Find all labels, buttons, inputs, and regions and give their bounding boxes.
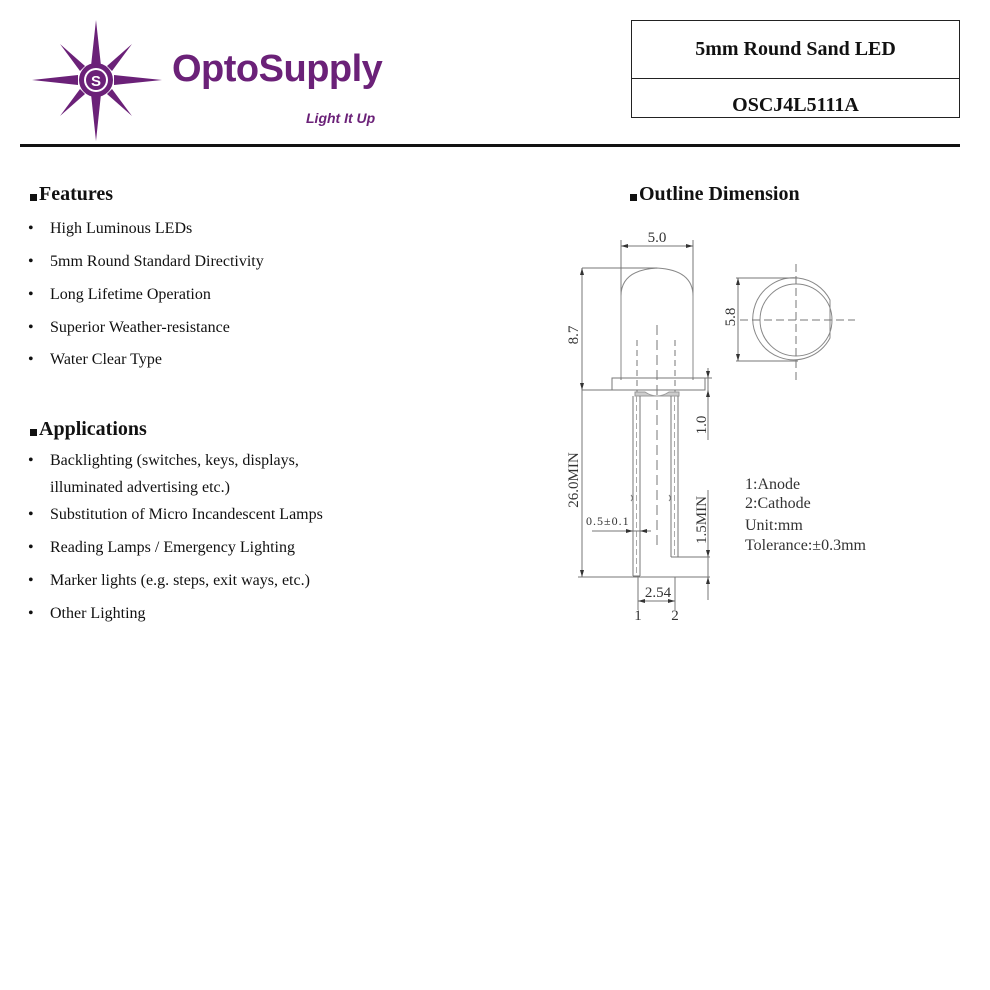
square-bullet-icon bbox=[630, 194, 637, 201]
svg-text:S: S bbox=[90, 73, 102, 90]
svg-text:1.5MIN: 1.5MIN bbox=[694, 496, 710, 544]
brand-name: OptoSupply bbox=[172, 48, 383, 90]
features-list bbox=[28, 220, 264, 381]
pin1-legend: 1:Anode bbox=[745, 476, 801, 493]
svg-text:0.5±0.1: 0.5±0.1 bbox=[586, 514, 630, 528]
product-title: 5mm Round Sand LED bbox=[632, 21, 959, 79]
list-item: • Water Clear Type bbox=[28, 351, 162, 368]
list-item: • Reading Lamps / Emergency Lighting bbox=[28, 539, 295, 556]
part-number: OSCJ4L5111A bbox=[732, 94, 859, 116]
svg-text:8.7: 8.7 bbox=[566, 325, 582, 345]
led-outline-drawing bbox=[560, 220, 900, 630]
features-heading: Features bbox=[30, 183, 113, 206]
compass-star-icon bbox=[30, 18, 170, 143]
applications-list bbox=[28, 452, 323, 635]
list-item: • Long Lifetime Operation bbox=[28, 286, 211, 303]
svg-text:5.8: 5.8 bbox=[723, 307, 739, 327]
square-bullet-icon bbox=[30, 194, 37, 201]
applications-heading: Applications bbox=[30, 418, 147, 441]
svg-text:5.0: 5.0 bbox=[647, 230, 667, 246]
optosupply-logo bbox=[30, 18, 390, 143]
svg-text:26.0MIN: 26.0MIN bbox=[566, 452, 582, 508]
svg-text:1: 1 bbox=[634, 608, 642, 624]
svg-text:2.54: 2.54 bbox=[644, 585, 672, 601]
brand-tagline: Light It Up bbox=[306, 110, 376, 126]
list-item: • Other Lighting bbox=[28, 605, 146, 622]
unit-note: Unit:mm bbox=[745, 517, 803, 534]
list-item: • 5mm Round Standard Directivity bbox=[28, 253, 264, 270]
outline-heading: Outline Dimension bbox=[630, 183, 800, 206]
title-box bbox=[631, 20, 960, 118]
svg-text:1.0: 1.0 bbox=[694, 415, 710, 435]
square-bullet-icon bbox=[30, 429, 37, 436]
tolerance-note: Tolerance:±0.3mm bbox=[745, 537, 866, 554]
list-item: • High Luminous LEDs bbox=[28, 220, 193, 237]
header-divider bbox=[20, 144, 960, 147]
list-item: • Superior Weather-resistance bbox=[28, 319, 230, 336]
pin2-legend: 2:Cathode bbox=[745, 495, 811, 512]
list-item: illuminated advertising etc.) bbox=[50, 479, 230, 496]
list-item: • Substitution of Micro Incandescent Lamps bbox=[28, 506, 323, 523]
list-item: • Marker lights (e.g. steps, exit ways, etc.) bbox=[28, 572, 310, 589]
list-item: • Backlighting (switches, keys, displays, bbox=[28, 452, 299, 469]
svg-text:2: 2 bbox=[671, 608, 679, 624]
